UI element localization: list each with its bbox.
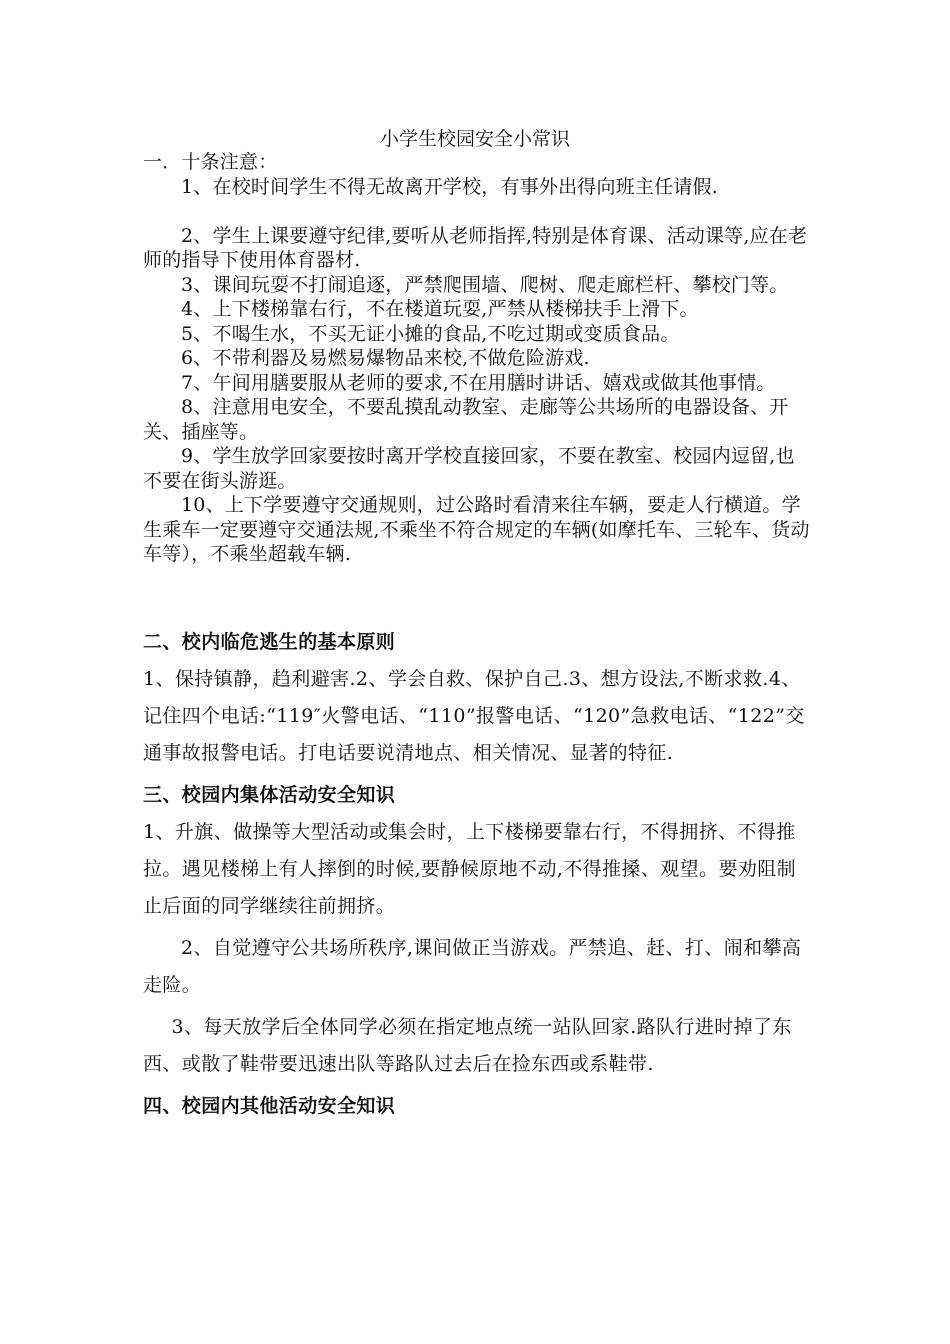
- paragraph: 1、升旗、做操等大型活动或集会时，上下楼梯要靠右行，不得拥挤、不得推拉。遇见楼梯上有人摔倒的时候,要静候原地不动,不得推搡、观望。要劝阻制止后面的同学继续往前拥挤。: [143, 821, 797, 917]
- list-item: 5、不喝生水，不买无证小摊的食品,不吃过期或变质食品。: [181, 322, 680, 345]
- paragraph: 2、自觉遵守公共场所秩序,课间做正当游戏。严禁追、赶、打、闹和攀高走险。: [143, 937, 802, 996]
- section-heading: 一．十条注意：: [143, 151, 278, 173]
- section-ten-notes: [143, 150, 813, 567]
- list-item: 3、课间玩耍不打闹追逐，严禁爬围墙、爬树、爬走廊栏杆、攀校门等。: [181, 273, 789, 296]
- list-item: 8、注意用电安全，不要乱摸乱动教室、走廊等公共场所的电器设备、开关、插座等。: [143, 396, 789, 443]
- list-item: 9、学生放学回家要按时离开学校直接回家，不要在教室、校园内逗留,也不要在街头游逛。: [143, 445, 795, 492]
- paragraph: 1、保持镇静，趋利避害.2、学会自救、保护自己.3、想方设法,不断求救.4、记住四个电话:“119″火警电话、“110”报警电话、“120”急救电话、“122”交通事故报警电话。打电话要说清地点、相关情况、显著的特征.: [143, 668, 805, 764]
- section-heading: 三、校园内集体活动安全知识: [143, 784, 396, 806]
- remaining-sections: [143, 624, 813, 1125]
- list-item: 2、学生上课要遵守纪律,要听从老师指挥,特别是体育课、活动课等,应在老师的指导下使用体育器材.: [143, 224, 808, 271]
- page-title: 小学生校园安全小常识: [379, 128, 570, 150]
- section-heading: 二、校内临危逃生的基本原则: [143, 631, 396, 653]
- list-item: 1、在校时间学生不得无故离开学校，有事外出得向班主任请假.: [181, 175, 718, 198]
- list-item: 7、午间用膳要服从老师的要求,不在用膳时讲话、嬉戏或做其他事情。: [181, 371, 776, 394]
- list-item: 6、不带利器及易燃易爆物品来校,不做危险游戏.: [181, 347, 590, 369]
- section-heading: 四、校园内其他活动安全知识: [143, 1095, 396, 1117]
- list-item: 4、上下楼梯靠右行，不在楼道玩耍,严禁从楼梯扶手上滑下。: [181, 298, 699, 320]
- list-item: 10、上下学要遵守交通规则，过公路时看清来往车辆，要走人行横道。学生乘车一定要遵守交通法规,不乘坐不符合规定的车辆(如摩托车、三轮车、货动车等），不乘坐超载车辆.: [143, 494, 810, 565]
- paragraph: 3、每天放学后全体同学必须在指定地点统一站队回家.路队行进时掉了东西、或散了鞋带要迅速出队等路队过去后在捡东西或系鞋带.: [143, 1016, 792, 1075]
